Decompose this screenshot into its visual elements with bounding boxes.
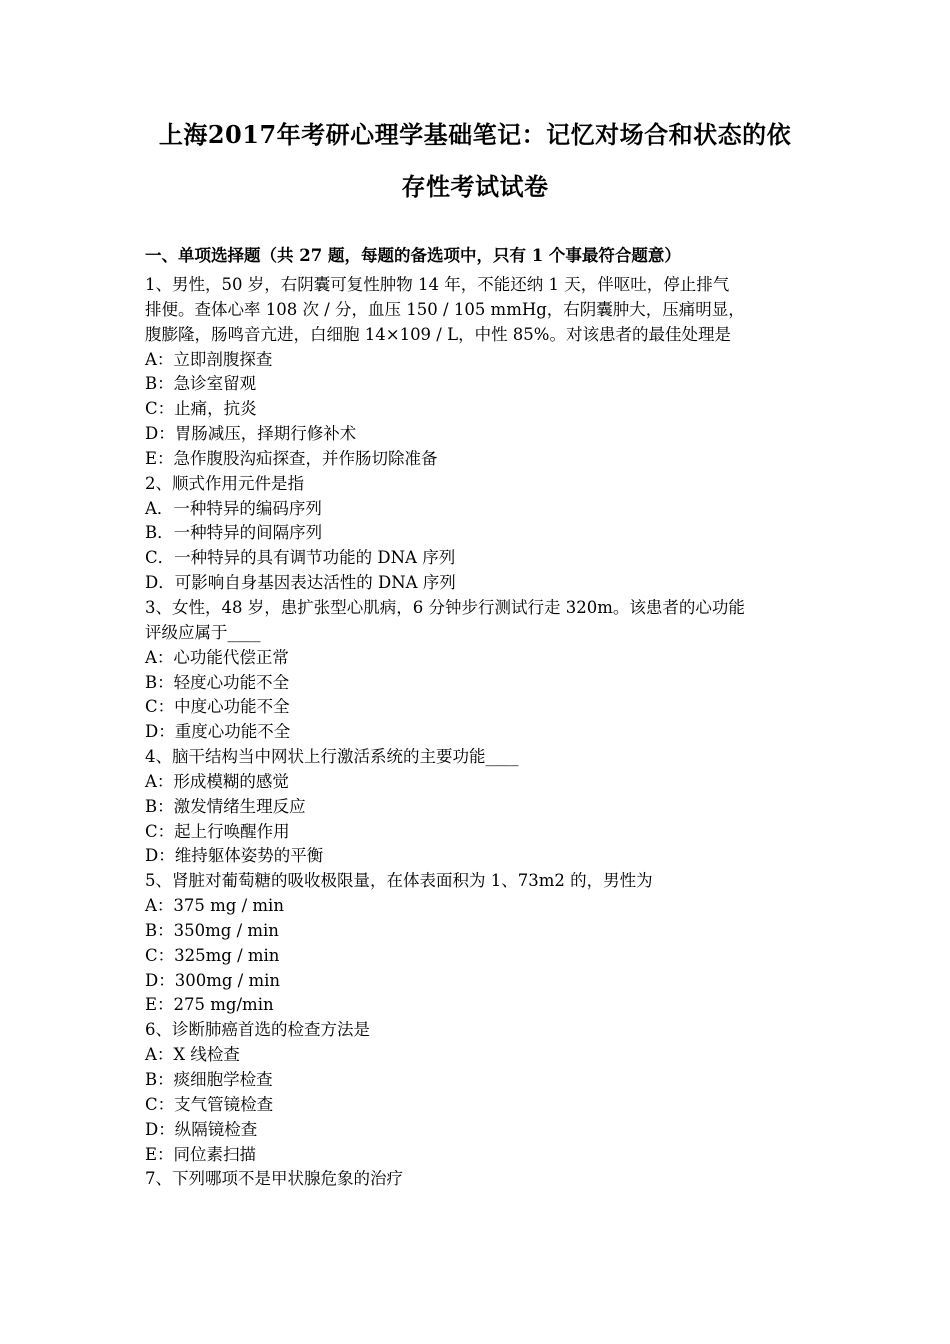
question-text-line: 评级应属于____ — [145, 622, 261, 642]
answer-option: B：激发情绪生理反应 — [145, 796, 306, 816]
question-text-line: 4、脑干结构当中网状上行激活系统的主要功能____ — [145, 747, 519, 767]
answer-option: D：纵隔镜检查 — [145, 1119, 258, 1139]
question-text-line: 7、下列哪项不是甲状腺危象的治疗 — [145, 1169, 403, 1189]
document-title-line-1: 上海2017年考研心理学基础笔记：记忆对场合和状态的依 — [158, 120, 792, 149]
question-text-line: 3、女性，48 岁，患扩张型心肌病，6 分钟步行测试行走 320m。该患者的心功能 — [145, 597, 745, 617]
answer-option: C：止痛，抗炎 — [145, 399, 257, 419]
answer-option: C：支气管镜检查 — [145, 1094, 274, 1114]
answer-option: D：重度心功能不全 — [145, 722, 291, 742]
answer-option: B：痰细胞学检查 — [145, 1070, 273, 1089]
answer-option: B：350mg / min — [145, 920, 279, 940]
answer-option: A．一种特异的编码序列 — [145, 498, 322, 518]
answer-option: A：心功能代偿正常 — [145, 647, 289, 667]
question-text-line: 2、顺式作用元件是指 — [145, 473, 304, 493]
answer-option: C：325mg / min — [145, 945, 280, 965]
question-text-line: 1、男性，50 岁，右阴囊可复性肿物 14 年，不能还纳 1 天，伴呕吐，停止排气 — [145, 275, 730, 294]
question-text-line: 腹膨隆，肠鸣音亢进，白细胞 14×109 / L，中性 85%。对该患者的最佳处理是 — [145, 324, 731, 344]
answer-option: A：形成模糊的感觉 — [145, 771, 289, 791]
answer-option: A：立即剖腹探查 — [145, 349, 273, 369]
question-text-line: 6、诊断肺癌首选的检查方法是 — [145, 1020, 370, 1040]
answer-option: C：中度心功能不全 — [145, 697, 290, 717]
question-text-line: 5、肾脏对葡萄糖的吸收极限量，在体表面积为 1、73m2 的，男性为 — [145, 871, 653, 891]
answer-option: D：胃肠减压，择期行修补术 — [145, 424, 357, 444]
answer-option: A：X 线检查 — [145, 1045, 240, 1065]
answer-option: D：300mg / min — [145, 970, 281, 990]
answer-option: C．一种特异的具有调节功能的 DNA 序列 — [145, 548, 456, 568]
answer-option: E：275 mg/min — [145, 995, 274, 1015]
question-text-line: 排便。查体心率 108 次 / 分，血压 150 / 105 mmHg，右阴囊肿大，压痛明显， — [145, 299, 745, 319]
document-title-line-2: 存性考试试卷 — [401, 172, 549, 201]
answer-option: B：轻度心功能不全 — [145, 672, 290, 692]
answer-option: B．一种特异的间隔序列 — [145, 523, 323, 543]
answer-option: C：起上行唤醒作用 — [145, 821, 290, 841]
answer-option: B：急诊室留观 — [145, 374, 257, 394]
answer-option: D．可影响自身基因表达活性的 DNA 序列 — [145, 573, 456, 593]
answer-option: D：维持躯体姿势的平衡 — [145, 846, 324, 866]
answer-option: E：同位素扫描 — [145, 1144, 257, 1164]
question-body — [145, 273, 815, 1192]
section-heading: 一、单项选择题（共 27 题，每题的备选项中，只有 1 个事最符合题意） — [145, 246, 681, 265]
answer-option: E：急作腹股沟疝探查，并作肠切除准备 — [145, 448, 438, 468]
answer-option: A：375 mg / min — [145, 896, 284, 916]
